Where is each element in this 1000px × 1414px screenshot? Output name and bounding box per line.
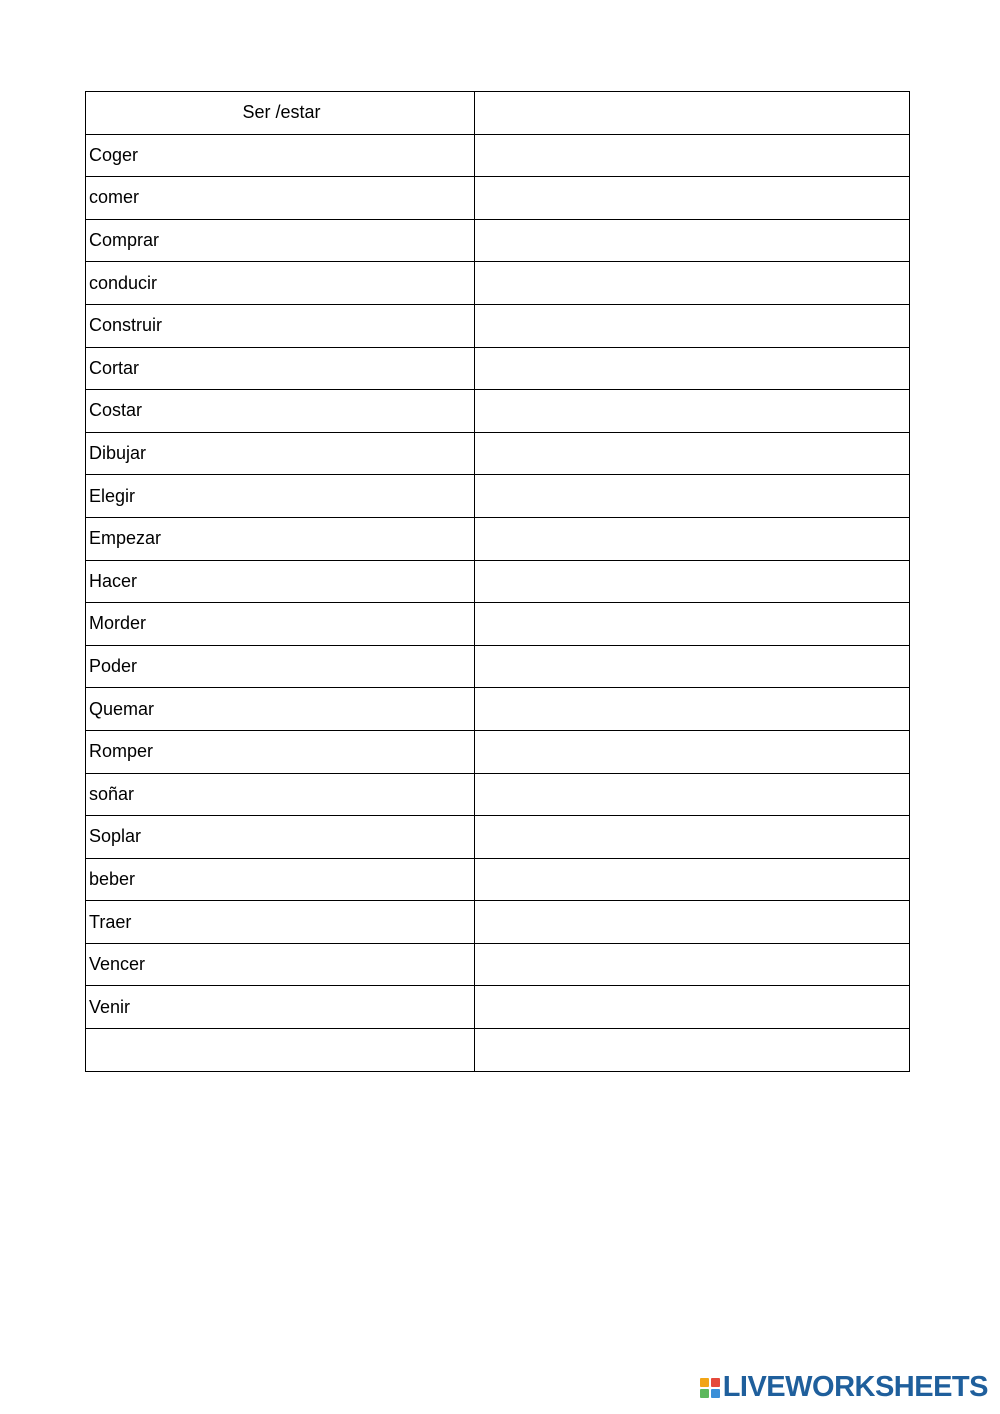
verb-cell: Traer xyxy=(86,901,475,944)
verb-cell: Romper xyxy=(86,730,475,773)
verb-cell: Coger xyxy=(86,134,475,177)
logo-square-2 xyxy=(711,1378,720,1387)
verb-cell: Elegir xyxy=(86,475,475,518)
verb-cell: Morder xyxy=(86,603,475,646)
liveworksheets-logo-icon xyxy=(700,1378,720,1398)
answer-cell[interactable] xyxy=(475,347,910,390)
table-row xyxy=(86,816,910,859)
answer-cell[interactable] xyxy=(475,517,910,560)
verb-cell xyxy=(86,1029,475,1072)
table-row xyxy=(86,1029,910,1072)
table-row xyxy=(86,177,910,220)
table-row xyxy=(86,943,910,986)
verb-cell: Vencer xyxy=(86,943,475,986)
verb-cell: beber xyxy=(86,858,475,901)
header-answer-cell[interactable] xyxy=(475,92,910,135)
table-row xyxy=(86,901,910,944)
table-row xyxy=(86,645,910,688)
answer-cell[interactable] xyxy=(475,688,910,731)
table-row xyxy=(86,688,910,731)
verb-cell: Comprar xyxy=(86,219,475,262)
answer-cell[interactable] xyxy=(475,177,910,220)
answer-cell[interactable] xyxy=(475,390,910,433)
verb-cell: Construir xyxy=(86,304,475,347)
table-row xyxy=(86,219,910,262)
answer-cell[interactable] xyxy=(475,730,910,773)
answer-cell[interactable] xyxy=(475,134,910,177)
answer-cell[interactable] xyxy=(475,858,910,901)
verb-cell: Hacer xyxy=(86,560,475,603)
table-row xyxy=(86,603,910,646)
answer-cell[interactable] xyxy=(475,560,910,603)
answer-cell[interactable] xyxy=(475,773,910,816)
verb-cell: Dibujar xyxy=(86,432,475,475)
answer-cell[interactable] xyxy=(475,645,910,688)
table-row xyxy=(86,730,910,773)
table-row xyxy=(86,986,910,1029)
answer-cell[interactable] xyxy=(475,816,910,859)
answer-cell[interactable] xyxy=(475,1029,910,1072)
verb-cell: Venir xyxy=(86,986,475,1029)
logo-square-1 xyxy=(700,1378,709,1387)
logo-square-4 xyxy=(711,1389,720,1398)
table-row xyxy=(86,347,910,390)
verb-cell: Poder xyxy=(86,645,475,688)
table-row xyxy=(86,390,910,433)
answer-cell[interactable] xyxy=(475,986,910,1029)
logo-square-3 xyxy=(700,1389,709,1398)
worksheet-table xyxy=(85,91,910,1072)
header-row xyxy=(86,92,910,135)
answer-cell[interactable] xyxy=(475,262,910,305)
answer-cell[interactable] xyxy=(475,901,910,944)
table-row xyxy=(86,773,910,816)
brand-text: LIVEWORKSHEETS xyxy=(722,1371,988,1403)
answer-cell[interactable] xyxy=(475,943,910,986)
verb-cell: Cortar xyxy=(86,347,475,390)
verb-cell: soñar xyxy=(86,773,475,816)
answer-cell[interactable] xyxy=(475,475,910,518)
answer-cell[interactable] xyxy=(475,603,910,646)
table-row xyxy=(86,858,910,901)
verb-cell: conducir xyxy=(86,262,475,305)
table-row xyxy=(86,475,910,518)
liveworksheets-brand xyxy=(700,1371,988,1404)
header-cell: Ser /estar xyxy=(86,92,475,135)
verb-cell: comer xyxy=(86,177,475,220)
table-row xyxy=(86,134,910,177)
answer-cell[interactable] xyxy=(475,219,910,262)
table-row xyxy=(86,262,910,305)
table-row xyxy=(86,304,910,347)
verb-cell: Costar xyxy=(86,390,475,433)
verb-cell: Quemar xyxy=(86,688,475,731)
verb-cell: Empezar xyxy=(86,517,475,560)
table-row xyxy=(86,517,910,560)
answer-cell[interactable] xyxy=(475,304,910,347)
table-row xyxy=(86,432,910,475)
table-row xyxy=(86,560,910,603)
answer-cell[interactable] xyxy=(475,432,910,475)
verb-cell: Soplar xyxy=(86,816,475,859)
